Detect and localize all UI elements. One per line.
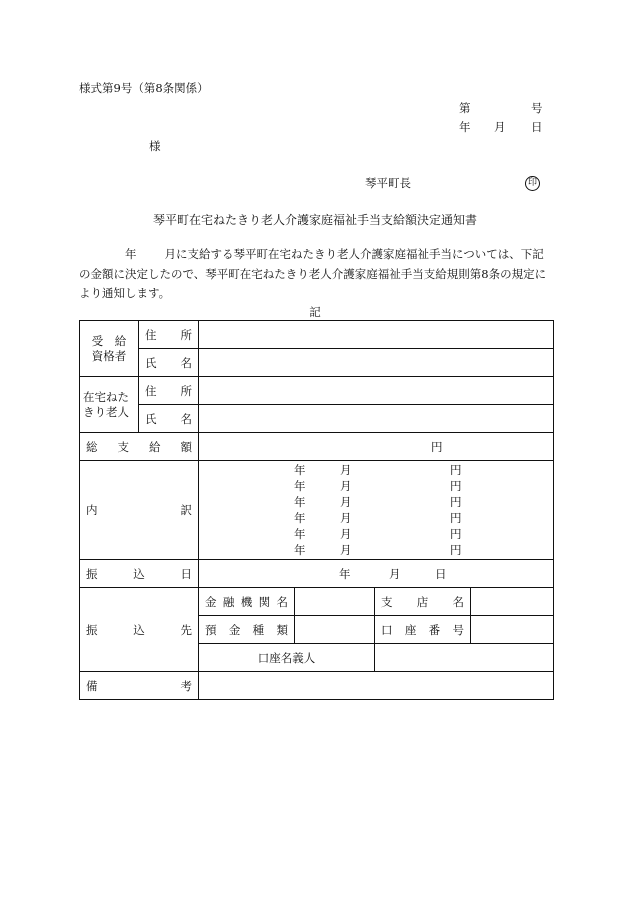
remarks-label: 備 考: [80, 672, 199, 700]
deposit-type-label: 預 金 種 類: [199, 616, 295, 644]
table-row: [80, 560, 554, 588]
bedridden-group-label: 在宅ねた きり老人: [80, 377, 139, 433]
table-row: [80, 405, 554, 433]
notice-table: [79, 320, 554, 700]
table-row: [80, 433, 554, 461]
bank-name-label: 金 融 機 関 名: [199, 588, 295, 616]
breakdown-field[interactable]: [199, 461, 554, 560]
breakdown-row: 年 月 円: [294, 527, 462, 541]
breakdown-row: 年 月 円: [294, 511, 462, 525]
account-holder-label: 口座名義人: [199, 644, 375, 672]
table-row: [80, 349, 554, 377]
transfer-date-label: 振 込 日: [80, 560, 199, 588]
total-amount-label: 総 支 給 額: [80, 433, 199, 461]
transfer-date-field[interactable]: 年 月 日: [199, 560, 554, 588]
issuer: 琴平町長: [365, 176, 411, 190]
seal-icon: 印: [525, 176, 540, 191]
account-number-field[interactable]: [471, 616, 554, 644]
name-label: 氏 名: [139, 405, 199, 433]
branch-name-field[interactable]: [471, 588, 554, 616]
breakdown-row: 年 月 円: [294, 463, 462, 477]
deposit-type-field[interactable]: [295, 616, 375, 644]
transfer-to-label: 振 込 先: [80, 588, 199, 672]
form-number: 様式第9号（第8条関係）: [79, 81, 209, 95]
breakdown-row: 年 月 円: [294, 543, 462, 557]
table-row: [80, 461, 554, 560]
address-label: 住 所: [139, 321, 199, 349]
bedridden-name-field[interactable]: [199, 405, 554, 433]
bedridden-address-field[interactable]: [199, 377, 554, 405]
yen-unit: 円: [431, 439, 443, 454]
body-paragraph: [79, 245, 553, 304]
bank-name-field[interactable]: [295, 588, 375, 616]
address-label: 住 所: [139, 377, 199, 405]
recipient-group-label: 受 給 資格者: [80, 321, 139, 377]
table-row: [80, 321, 554, 349]
body-text: に支給する琴平町在宅ねたきり老人介護家庭福祉手当については、下記の金額に決定したので、琴平町在宅ねたきり老人介護家庭福祉手当支給規則第8条の規定により通知します。: [79, 247, 547, 300]
account-holder-field[interactable]: [375, 644, 554, 672]
recipient-address-field[interactable]: [199, 321, 554, 349]
account-number-label: 口 座 番 号: [375, 616, 471, 644]
body-lead-year: 年: [125, 247, 137, 261]
breakdown-label: 内 訳: [80, 461, 199, 560]
body-lead-month: 月: [164, 247, 176, 261]
doc-number-suffix: 号: [531, 101, 543, 115]
table-row: [80, 377, 554, 405]
document-title: 琴平町在宅ねたきり老人介護家庭福祉手当支給額決定通知書: [152, 213, 477, 227]
branch-name-label: 支 店 名: [375, 588, 471, 616]
breakdown-row: 年 月 円: [294, 479, 462, 493]
remarks-field[interactable]: [199, 672, 554, 700]
table-row: [80, 588, 554, 616]
seal-mark: [525, 174, 540, 191]
total-amount-field[interactable]: [199, 433, 554, 461]
recipient-name-field[interactable]: [199, 349, 554, 377]
date-day: 日: [531, 120, 543, 134]
name-label: 氏 名: [139, 349, 199, 377]
table-row: [80, 672, 554, 700]
date-year: 年: [459, 120, 471, 134]
doc-number-prefix: 第: [459, 101, 471, 115]
ki-heading: 記: [309, 305, 321, 319]
date-month: 月: [494, 120, 506, 134]
addressee-suffix: 様: [149, 139, 161, 153]
breakdown-row: 年 月 円: [294, 495, 462, 509]
